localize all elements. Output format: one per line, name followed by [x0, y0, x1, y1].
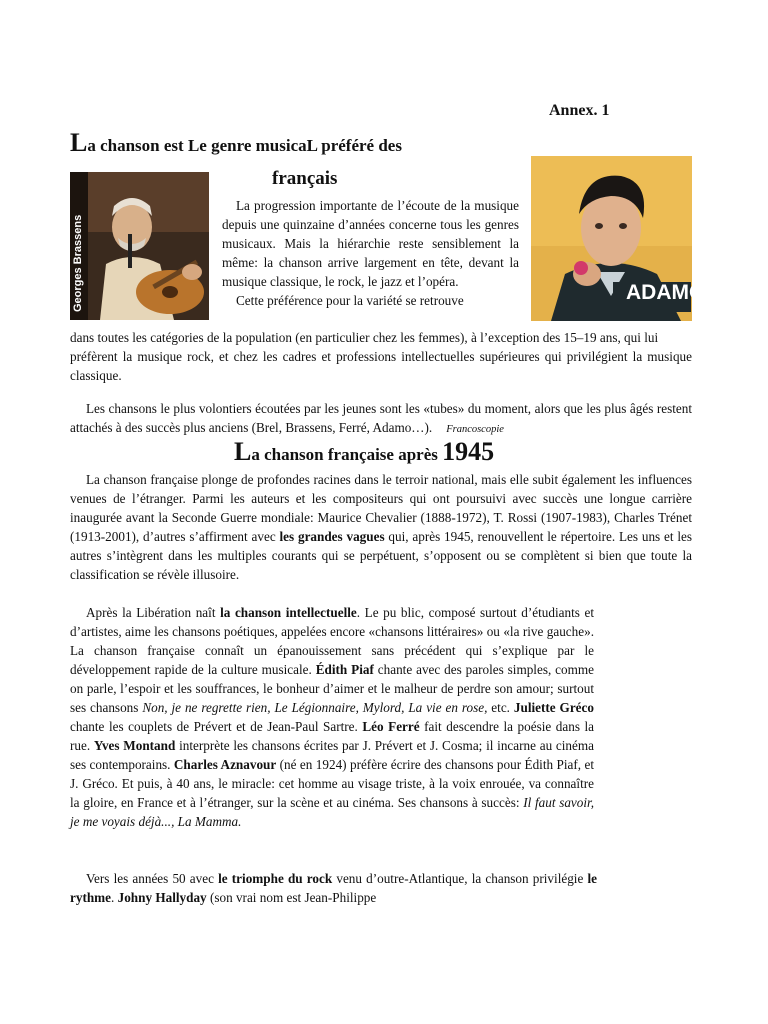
p5-text-a: Après la Libération naît: [86, 605, 221, 620]
paragraph-3-text: Les chansons le plus volontiers écoutées par les jeunes sont les «tubes» du moment, alors que les plus âgés restent attachés à des succès plus anciens (Brel, Brassens, Ferré, Adamo…).: [70, 401, 692, 435]
intro-paragraph: [222, 196, 519, 310]
p5-text-c: . Le pu blic, composé surtout d’étudiants et d’artistes, aime les chansons poétiques, appelées encore «chansons littéraires» ou «la rive gauche». La chanson française connaît un épanouissement sans précédent qui s’explique par le développement rapide de la culture musicale.: [70, 605, 594, 677]
p6-bold-rock: le triomphe du rock: [218, 871, 333, 886]
annex-label: Annex. 1: [549, 102, 610, 119]
p6-text-c: venu d’outre-Atlantique, la chanson privilégie: [332, 871, 588, 886]
p5-succes: Il faut savoir, je me voyais déjà..., La Mamma.: [70, 795, 594, 829]
paragraph-3: [70, 399, 692, 439]
p5-bold-intellectuelle: la chanson intellectuelle: [220, 605, 357, 620]
p5-songs: Non, je ne regrette rien, Le Légionnaire, Mylord, La vie en rose,: [142, 700, 488, 715]
p5-bold-greco: Juliette Gréco: [513, 700, 594, 715]
p4-text-a: La chanson française plonge de profondes racines dans le terroir national, mais elle subit également les influences venues de l’étranger. Parmi les auteurs et les compositeurs qui ont poursuivi avec succès une longue carrière inaugurée avant la Seconde Guerre mondiale: Maurice Chevalier (1888-1972), T. Rossi (1907-1983), Charles Trénet (1913-2001), d’autres s’affirment avec: [70, 472, 692, 544]
photo-brassens: [70, 172, 209, 320]
title-text: a chanson est Le genre musicaL préféré des: [87, 136, 402, 155]
p5-text-i: (né en 1924) préfère écrire des chansons pour Édith Piaf, et J. Gréco. Et puis, à 40 ans, le miracle: cet homme au visage triste, à la voix enrouée, va connaître la gloire, en France et à l’étranger, sur la scène et au cinéma. Ses chansons à succès:: [70, 757, 594, 810]
section-drop-cap: L: [234, 437, 252, 466]
paragraph-4: [70, 470, 692, 584]
p5-text-f: chante les couplets de Prévert et de Jean-Paul Sartre.: [70, 719, 363, 734]
photo-brassens-label: Georges Brassens: [72, 214, 84, 312]
section-title-text: a chanson française après: [251, 445, 443, 464]
p5-text-g: fait descendre la poésie dans la rue.: [70, 719, 594, 753]
section-title: [234, 437, 494, 467]
p5-text-h: interprète les chansons écrites par J. Prévert et J. Cosma; il incarne au cinéma ses contemporains.: [70, 738, 594, 772]
paragraph-2-line-1: dans toutes les catégories de la population (en particulier chez les femmes), à l’exception des 15–19 ans, qui lui: [70, 330, 659, 345]
section-title-year: 1945: [442, 437, 495, 466]
photo-adamo: [531, 156, 706, 321]
source-credit: Francoscopie: [446, 424, 504, 435]
p6-text-a: Vers les années 50 avec: [86, 871, 219, 886]
title-line-1: [70, 128, 402, 158]
title-line-2: français: [272, 168, 338, 189]
intro-text-2: Cette préférence pour la variété se retrouve: [236, 293, 464, 308]
p5-bold-piaf: Édith Piaf: [315, 662, 374, 677]
p6-bold-rythme: le rythme: [70, 871, 598, 905]
paragraph-6: [70, 869, 597, 907]
intro-text: La progression importante de l’écoute de la musique depuis une quinzaine d’années concerne tous les genres musicaux. Mais la hiérarchie reste sensiblement la même: la chanson arrive largement en tête, devant la musique classique, le rock, le jazz et l’opéra.: [222, 198, 519, 289]
photo-adamo-label: ADAMO: [626, 281, 706, 304]
p6-bold-hallyday: Johny Hallyday: [117, 890, 207, 905]
paragraph-5: [70, 603, 594, 831]
p4-text-c: qui, après 1945, renouvellent le répertoire. Les uns et les autres s’intègrent dans les multiples courants qui se perpétuent, s’opposent ou se complètent si bien que toute la classification se révèle illusoire.: [70, 529, 692, 582]
p6-text-g: (son vrai nom est Jean-Philippe: [206, 890, 377, 905]
paragraph-2-line-2: préfèrent la musique rock, et chez les cadres et professions intellectuelles supérieures qui privilégient la musique classique.: [70, 349, 692, 383]
p5-text-d: chante avec des paroles simples, comme on parle, l’espoir et les souffrances, le bonheur d’aimer et le malheur de perdre son amour; surtout ses chansons: [70, 662, 594, 715]
p6-text-e: .: [111, 890, 118, 905]
p5-bold-montand: Yves Montand: [93, 738, 176, 753]
paragraph-2: [70, 328, 692, 385]
title-drop-cap: L: [70, 128, 88, 157]
p5-bold-aznavour: Charles Aznavour: [173, 757, 277, 772]
p4-bold: les grandes vagues: [279, 529, 385, 544]
p5-bold-ferre: Léo Ferré: [362, 719, 420, 734]
p5-text-e: etc.: [487, 700, 514, 715]
